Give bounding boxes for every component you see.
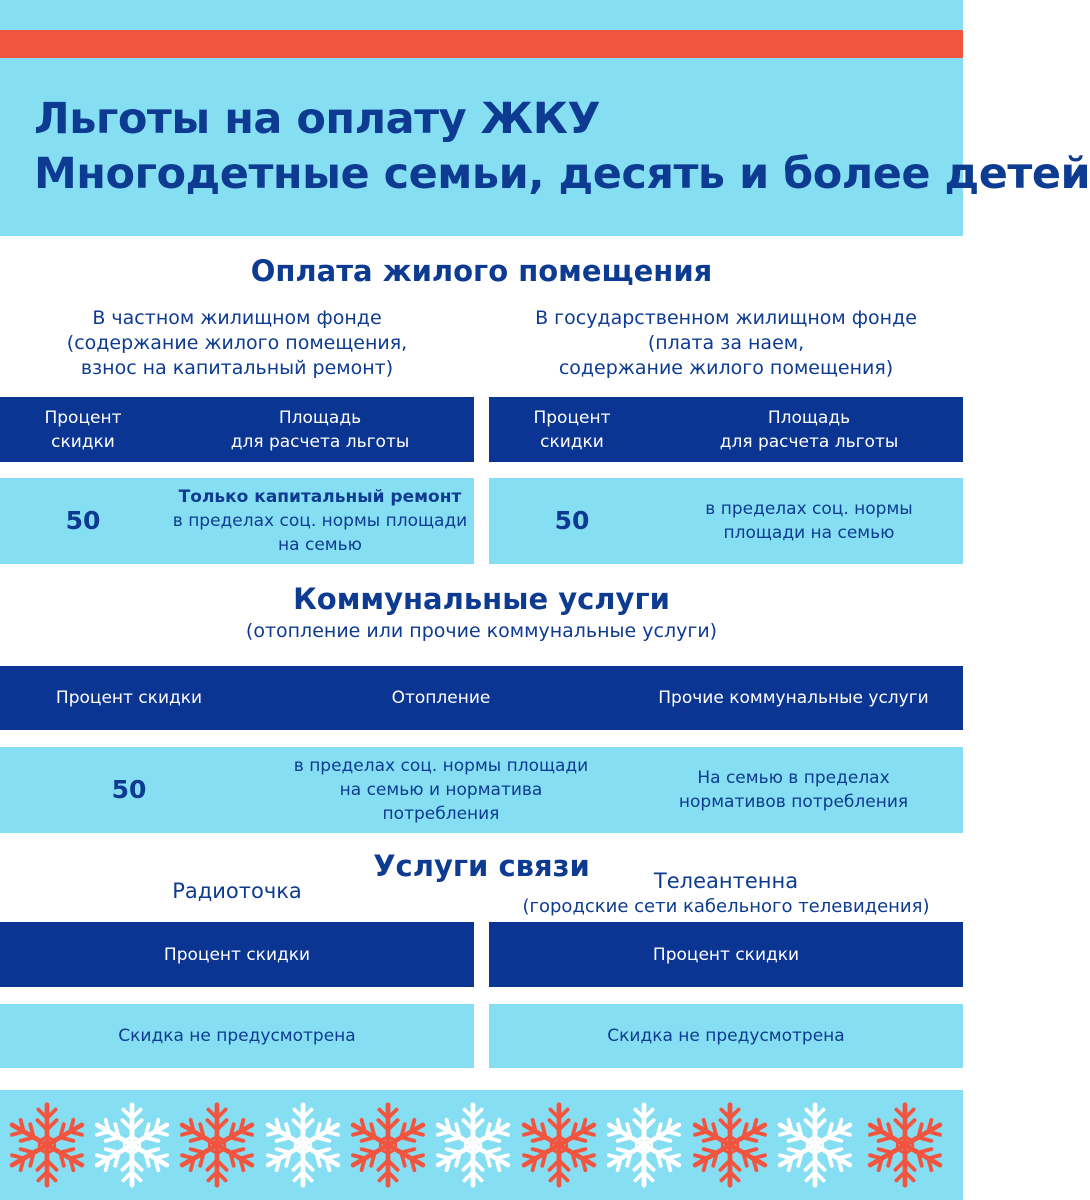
- utilities-col-heating: Отопление: [258, 666, 624, 730]
- snowflake-red-icon: [860, 1098, 950, 1192]
- tv-value: Скидка не предусмотрена: [489, 1004, 963, 1068]
- tv-col-discount: Процент скидки: [489, 922, 963, 987]
- private-value-area-line3: на семью: [278, 535, 362, 555]
- header-red-stripe: [0, 30, 963, 58]
- private-fund-caption: [0, 306, 474, 381]
- state-col-discount: [489, 397, 655, 462]
- radio-caption: Радиоточка: [172, 879, 302, 903]
- page-subtitle: Многодетные семьи, десять и более детей: [34, 149, 1090, 199]
- utilities-value-other: [624, 747, 963, 833]
- utilities-value-heating: [258, 747, 624, 833]
- private-col-area-line1: Площадь: [278, 407, 362, 428]
- private-col-discount-line1: Процент: [44, 407, 122, 428]
- state-col-area-line2: для расчета льготы: [719, 431, 899, 452]
- state-col-area-line1: Площадь: [767, 407, 851, 428]
- page-title: Льготы на оплату ЖКУ: [34, 94, 601, 144]
- private-col-area: [166, 397, 474, 462]
- header-band: [0, 58, 963, 236]
- state-col-discount-line2: скидки: [540, 431, 604, 452]
- state-fund-caption-line3: содержание жилого помещения): [558, 357, 894, 379]
- utilities-value-other-line1: На семью в пределах: [697, 768, 890, 788]
- radio-col-discount: Процент скидки: [0, 922, 474, 987]
- private-value-area-line2: в пределах соц. нормы площади: [172, 511, 468, 531]
- snowflake-white-icon: [87, 1098, 177, 1192]
- housing-heading: Оплата жилого помещения: [250, 254, 713, 288]
- state-value-area-line2: площади на семью: [723, 523, 895, 543]
- snowflake-red-icon: [685, 1098, 775, 1192]
- snowflake-red-icon: [172, 1098, 262, 1192]
- state-col-discount-line1: Процент: [533, 407, 611, 428]
- private-fund-caption-line1: В частном жилищном фонде: [92, 307, 382, 329]
- private-value-discount: 50: [65, 506, 101, 535]
- utilities-subheading: (отопление или прочие коммунальные услуги): [245, 620, 718, 642]
- snowflake-red-icon: [2, 1098, 92, 1192]
- communications-heading: Услуги связи: [373, 849, 590, 883]
- snowflake-red-icon: [343, 1098, 433, 1192]
- private-fund-caption-line2: (содержание жилого помещения,: [66, 332, 408, 354]
- private-value-area: [166, 478, 474, 564]
- snowflake-white-icon: [770, 1098, 860, 1192]
- utilities-value-other-line2: нормативов потребления: [678, 792, 909, 812]
- tv-caption: [489, 867, 963, 919]
- state-col-area: [655, 397, 963, 462]
- state-fund-caption: [489, 306, 963, 381]
- state-fund-caption-line1: В государственном жилищном фонде: [535, 307, 917, 329]
- private-value-area-bold: Только капитальный ремонт: [178, 487, 462, 507]
- header-top-band: [0, 0, 963, 30]
- state-value-discount: 50: [554, 506, 590, 535]
- utilities-value-discount: 50: [111, 775, 147, 804]
- tv-caption-line1: Телеантенна: [653, 869, 799, 893]
- snowflake-white-icon: [428, 1098, 518, 1192]
- private-col-discount-line2: скидки: [51, 431, 115, 452]
- state-value-area: [655, 478, 963, 564]
- private-col-area-line2: для расчета льготы: [230, 431, 410, 452]
- private-col-discount: [0, 397, 166, 462]
- state-fund-caption-line2: (плата за наем,: [647, 332, 805, 354]
- utilities-value-heating-line3: потребления: [382, 804, 500, 824]
- snowflake-white-icon: [599, 1098, 689, 1192]
- snowflake-red-icon: [514, 1098, 604, 1192]
- utilities-col-discount: Процент скидки: [0, 666, 258, 730]
- utilities-value-heating-line1: в пределах соц. нормы площади: [293, 756, 589, 776]
- snowflake-white-icon: [258, 1098, 348, 1192]
- utilities-heading: Коммунальные услуги: [293, 582, 670, 616]
- utilities-value-heating-line2: на семью и норматива: [339, 780, 543, 800]
- radio-value: Скидка не предусмотрена: [0, 1004, 474, 1068]
- state-value-area-line1: в пределах соц. нормы: [705, 499, 913, 519]
- utilities-col-other: Прочие коммунальные услуги: [624, 666, 963, 730]
- tv-caption-line2: (городские сети кабельного телевидения): [522, 896, 930, 917]
- private-fund-caption-line3: взнос на капитальный ремонт): [80, 357, 394, 379]
